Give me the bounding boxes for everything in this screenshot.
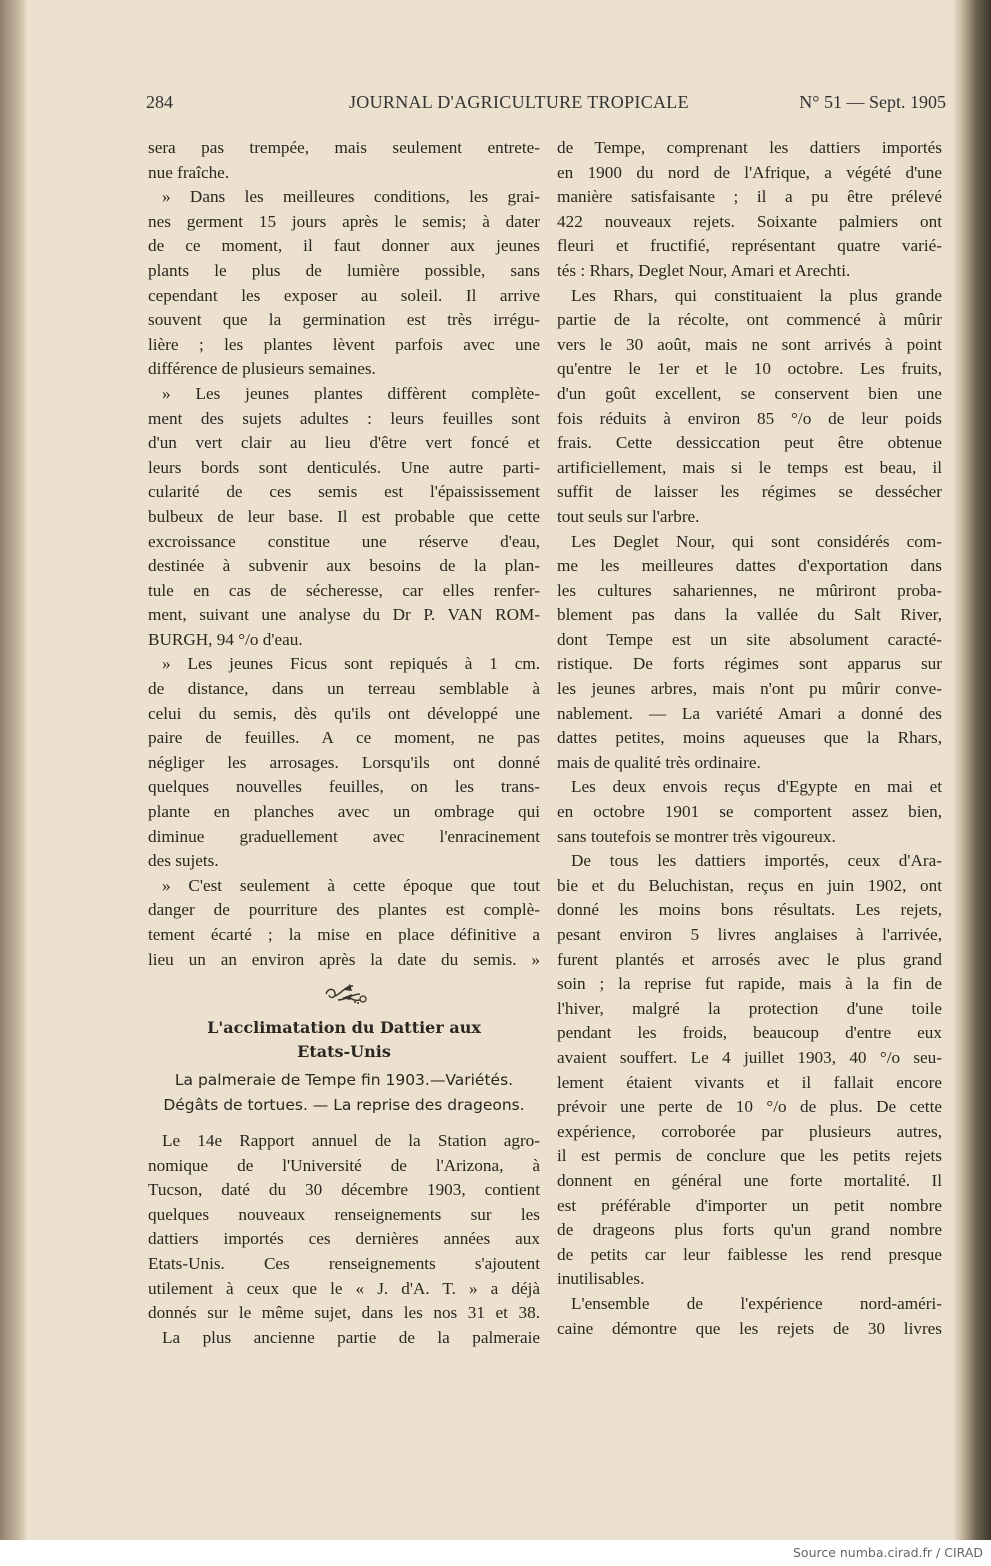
text-line: qu'entre le 1er et le 10 octobre. Les fruits, [557,359,942,379]
text-line: cularité de ces semis est l'épaississement [148,482,540,502]
text-line: en octobre 1901 se comportent assez bien, [557,802,942,822]
text-line: de Tempe, comprenant les dattiers importés [557,138,942,157]
text-line: différence de plusieurs semaines. [148,359,376,379]
text-line: quelques nouvelles feuilles, on les trans- [148,777,540,797]
text-line: mais de qualité très ordinaire. [557,752,761,772]
text-line: paire de feuilles. A ce moment, ne pas [148,728,540,748]
text-line: pesant environ 5 livres anglaises à l'arrivée, [557,925,942,944]
issue-info: N° 51 — Sept. 1905 [799,92,946,112]
text-line: tule en cas de sécheresse, car elles renfer- [148,580,540,600]
text-line: dattes petites, moins aqueuses que la Rhars, [557,728,942,748]
text-line: fois réduits à environ 85 °/o de leur poids [557,408,942,428]
text-line: ment des sujets adultes : leurs feuilles sont [148,408,540,428]
text-line: dont Tempe est un site absolument caracté- [557,629,942,649]
text-line: donnent en général une forte mortalité. Il [557,1170,942,1190]
text-line: ment, suivant une analyse du Dr P. VAN ROM- [148,605,540,625]
text-line: blement pas dans la vallée du Salt River, [557,605,942,625]
text-line: cependant les exposer au soleil. Il arrive [148,285,540,305]
left-column-top [148,136,540,972]
text-line: avaient souffert. Le 4 juillet 1903, 40 °/o seu- [557,1047,942,1067]
text-line: inutilisables. [557,1269,645,1289]
text-line: celui du semis, dès qu'ils ont développé une [148,703,540,723]
text-line: lieu un an environ après la date du semis. » [148,949,540,969]
text-line: danger de pourriture des plantes est complè- [148,900,540,920]
text-line: vers le 30 août, mais ne sont arrivés à point [557,334,942,354]
text-line: souvent que la germination est très irrégu- [148,310,540,330]
page-number: 284 [146,92,173,112]
text-line: en 1900 du nord de l'Afrique, a végété d'une [557,162,942,182]
text-line: excroissance constitue une réserve d'eau, [148,531,540,551]
text-line: utilement à ceux que le « J. d'A. T. » a déjà [148,1278,540,1298]
text-line: de drageons plus forts qu'un grand nombre [557,1220,942,1240]
text-line: L'ensemble de l'expérience nord-améri- [571,1293,942,1313]
text-line: Les Rhars, qui constituaient la plus grande [571,285,942,305]
journal-title: JOURNAL D'AGRICULTURE TROPICALE [349,92,689,112]
text-line: de ce moment, il faut donner aux jeunes [148,236,540,256]
text-line: donnés sur le même sujet, dans les nos 31 et 38. [148,1303,540,1323]
article-subtitle-line-2: Dégâts de tortues. — La reprise des drageons. [163,1096,525,1114]
text-line: sans toutefois se montrer très vigoureux. [557,826,836,846]
text-line: prévoir une perte de 10 °/o de plus. De cette [557,1097,942,1117]
text-line: plante en planches avec un ombrage qui [148,802,540,822]
text-line: manière satisfaisante ; il a pu être prélevé [557,187,942,207]
text-line: les jeunes arbres, mais n'ont pu mûrir conve- [557,679,942,699]
text-line: il est permis de conclure que les petits rejets [557,1146,942,1166]
binding-edge-left [0,0,28,1540]
text-line: sera pas trempée, mais seulement entrete- [148,138,540,157]
text-line: fleuri et fructifié, représentant quatre varié- [557,236,942,256]
text-line: » C'est seulement à cette époque que tout [162,875,540,895]
text-line: les cultures sahariennes, ne mûriront proba- [557,580,942,600]
text-line: partie de la récolte, ont commencé à mûrir [557,310,942,330]
text-line: lement étaient vivants et il fallait encore [557,1072,942,1092]
text-line: est préférable d'importer un petit nombre [557,1195,942,1215]
article-title-line-2: Etats-Unis [297,1042,391,1061]
text-line: Le 14e Rapport annuel de la Station agro- [162,1131,540,1150]
text-line: d'un vert clair au lieu d'être vert foncé et [148,433,540,453]
text-line: des sujets. [148,851,219,871]
text-line: diminue graduellement avec l'enracinement [148,826,540,846]
text-line: soin ; la reprise fut rapide, mais à la fin de [557,974,942,994]
text-line: caine démontre que les rejets de 30 livres [557,1318,942,1338]
article-subtitle-line-1: La palmeraie de Tempe fin 1903.—Variétés. [174,1071,514,1089]
text-line: dattiers importés ces dernières années aux [148,1229,540,1249]
text-line: plants le plus de lumière possible, sans [148,260,540,280]
text-line: furent plantés et arrosés avec le plus grand [557,949,942,969]
text-line: bulbeux de leur base. Il est probable que cette [148,506,540,526]
source-credit: Source numba.cirad.fr / CIRAD [792,1545,983,1560]
running-header [146,92,946,118]
text-line: de distance, dans un terreau semblable à [148,679,540,699]
text-line: » Les jeunes Ficus sont repiqués à 1 cm. [162,654,540,674]
text-line: leurs bords sont denticulés. Une autre parti- [148,457,540,477]
right-column [557,136,942,1341]
text-line: nue fraîche. [148,162,230,182]
text-line: de petits car leur faiblesse les rend presque [557,1244,942,1264]
left-column-bottom [148,1129,540,1350]
text-line: Etats-Unis. Ces renseignements s'ajoutent [148,1253,540,1273]
text-line: De tous les dattiers importés, ceux d'Ara- [571,851,942,871]
text-line: destinée à subvenir aux besoins de la plan- [148,556,540,576]
text-line: l'hiver, malgré la protection d'une toile [557,998,942,1018]
text-line: ristique. De forts régimes sont apparus sur [557,654,942,674]
text-line: tout seuls sur l'arbre. [557,506,700,526]
article-title-line-1: L'acclimatation du Dattier aux [207,1018,481,1037]
text-line: artificiellement, mais si le temps est beau, il [557,457,942,477]
text-line: nes germent 15 jours après le semis; à dater [148,211,540,231]
text-line: négliger les arrosages. Lorsqu'ils ont donné [148,752,540,772]
text-line: frais. Cette dessiccation peut être obtenue [557,433,942,453]
text-line: Tucson, daté du 30 décembre 1903, contient [148,1180,540,1200]
text-line: Les deux envois reçus d'Egypte en mai et [571,777,942,797]
text-line: quelques nouveaux renseignements sur les [148,1204,540,1224]
text-line: » Dans les meilleures conditions, les grai- [162,187,540,207]
text-line: BURGH, 94 °/o d'eau. [148,629,303,649]
text-line: 422 nouveaux rejets. Soixante palmiers ont [557,211,942,231]
text-line: donné les moins bons résultats. Les rejets, [557,900,942,920]
text-line: me les meilleures dattes d'exportation dans [557,556,942,576]
text-line: lière ; les plantes lèvent parfois avec une [148,334,540,354]
text-line: La plus ancienne partie de la palmeraie [162,1327,540,1347]
text-line: pendant les froids, beaucoup d'entre eux [557,1023,942,1043]
binding-edge-right [953,0,991,1540]
text-line: nablement. — La variété Amari a donné des [557,703,942,723]
text-line: suffit de laisser les régimes se dessécher [557,482,942,502]
text-line: nomique de l'Université de l'Arizona, à [148,1155,540,1175]
text-line: tement écarté ; la mise en place définitive a [148,925,540,944]
text-line: d'un goût excellent, se conservent bien une [557,383,942,403]
text-line: expérience, corroborée par plusieurs autres, [557,1121,942,1141]
fleuron-ornament-icon [322,982,370,1006]
text-line: bie et du Beluchistan, reçus en juin 1902, ont [557,875,942,895]
text-line: tés : Rhars, Deglet Nour, Amari et Arechti. [557,260,851,280]
text-line: » Les jeunes plantes diffèrent complète- [162,383,540,403]
text-line: Les Deglet Nour, qui sont considérés com- [571,531,942,551]
